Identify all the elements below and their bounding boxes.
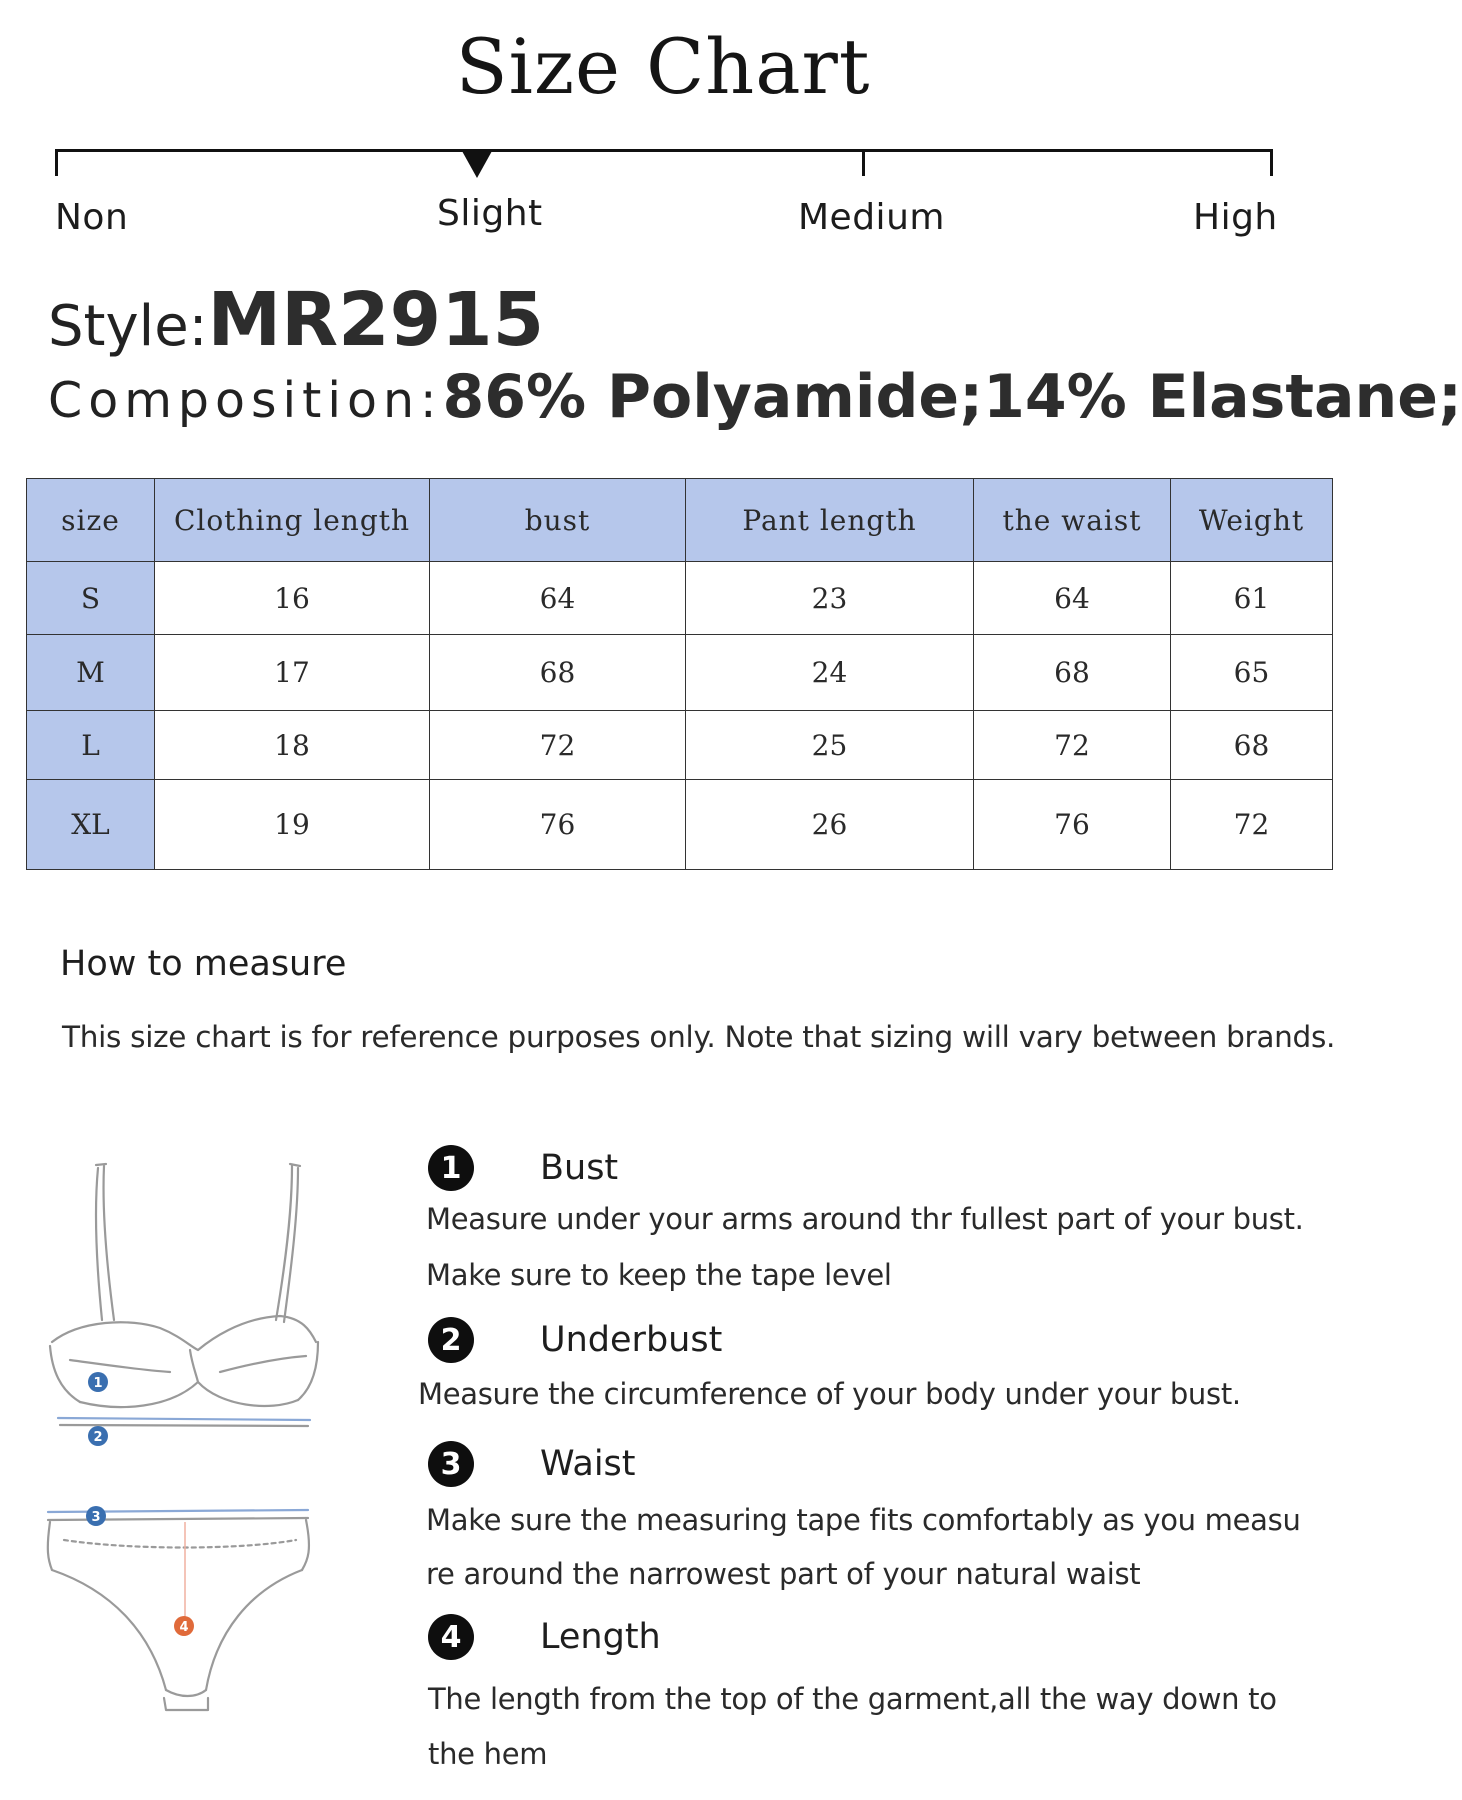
page-title: Size Chart — [455, 22, 871, 111]
table-row — [27, 635, 1333, 710]
table-cell: 61 — [1171, 562, 1333, 635]
measure-item-text: The length from the top of the garment,all the way down to — [428, 1682, 1277, 1716]
table-cell: 72 — [974, 710, 1171, 779]
measure-item-text: re around the narrowest part of your natural waist — [426, 1557, 1141, 1591]
table-row — [27, 710, 1333, 779]
table-cell: 23 — [686, 562, 974, 635]
scale-label-slight: Slight — [437, 193, 543, 234]
svg-text:2: 2 — [93, 1430, 103, 1445]
style-label: Style: — [48, 294, 208, 359]
header-waist: the waist — [974, 479, 1171, 562]
table-cell: 18 — [155, 710, 430, 779]
table-cell: 65 — [1171, 635, 1333, 710]
table-cell: 68 — [430, 635, 686, 710]
how-to-measure-note: This size chart is for reference purposes only. Note that sizing will vary between brands. — [62, 1020, 1336, 1054]
table-cell: 26 — [686, 780, 974, 870]
measure-item-title: Underbust — [540, 1320, 723, 1360]
number-four-icon: 4 — [428, 1614, 474, 1660]
table-row — [27, 562, 1333, 635]
scale-line — [55, 149, 1270, 152]
measure-item-text: Make sure the measuring tape fits comfortably as you measu — [426, 1503, 1301, 1537]
header-clothing-length: Clothing length — [155, 479, 430, 562]
number-one-icon: 1 — [428, 1145, 474, 1191]
table-header-row — [27, 479, 1333, 562]
marker-3 — [86, 1506, 106, 1526]
svg-text:1: 1 — [93, 1376, 103, 1391]
measure-item-title: Length — [540, 1617, 661, 1657]
scale-label-medium: Medium — [798, 197, 945, 238]
size-table — [26, 478, 1333, 870]
table-cell: L — [27, 710, 155, 779]
header-weight: Weight — [1171, 479, 1333, 562]
table-cell: 17 — [155, 635, 430, 710]
scale-marker-icon — [462, 151, 492, 178]
style-value: MR2915 — [207, 277, 545, 363]
composition-value: 86% Polyamide;14% Elastane; — [442, 362, 1462, 432]
marker-1 — [88, 1372, 108, 1392]
table-cell: S — [27, 562, 155, 635]
table-cell: 16 — [155, 562, 430, 635]
scale-label-high: High — [1193, 197, 1278, 238]
measure-item-text: the hem — [428, 1737, 548, 1771]
number-three-icon: 3 — [428, 1441, 474, 1487]
header-size: size — [27, 479, 155, 562]
table-cell: M — [27, 635, 155, 710]
measure-item-text: Measure under your arms around thr fullest part of your bust. — [426, 1202, 1304, 1236]
table-cell: 72 — [1171, 780, 1333, 870]
svg-text:4: 4 — [179, 1620, 189, 1635]
table-cell: 25 — [686, 710, 974, 779]
scale-tick — [862, 149, 865, 176]
composition-row — [48, 362, 1462, 432]
measure-item-title: Waist — [540, 1444, 636, 1484]
header-pant-length: Pant length — [686, 479, 974, 562]
scale-tick — [55, 149, 58, 176]
how-to-measure-title: How to measure — [60, 944, 347, 984]
table-cell: 76 — [974, 780, 1171, 870]
scale-label-non: Non — [55, 197, 129, 238]
table-cell: 68 — [974, 635, 1171, 710]
style-row — [48, 277, 544, 363]
number-two-icon: 2 — [428, 1317, 474, 1363]
svg-text:3: 3 — [91, 1510, 101, 1525]
header-bust: bust — [430, 479, 686, 562]
marker-2 — [88, 1426, 108, 1446]
table-cell: 24 — [686, 635, 974, 710]
table-cell: 68 — [1171, 710, 1333, 779]
table-cell: XL — [27, 780, 155, 870]
table-cell: 72 — [430, 710, 686, 779]
table-cell: 64 — [430, 562, 686, 635]
bikini-measurement-illustration — [40, 1150, 360, 1740]
marker-4 — [174, 1616, 194, 1636]
composition-label: Composition: — [48, 372, 443, 429]
table-cell: 64 — [974, 562, 1171, 635]
table-cell: 76 — [430, 780, 686, 870]
measure-item-title: Bust — [540, 1148, 619, 1188]
table-cell: 19 — [155, 780, 430, 870]
measure-item-text: Measure the circumference of your body under your bust. — [418, 1377, 1241, 1411]
measure-item-text: Make sure to keep the tape level — [426, 1258, 892, 1292]
scale-tick — [1270, 149, 1273, 176]
table-row — [27, 780, 1333, 870]
